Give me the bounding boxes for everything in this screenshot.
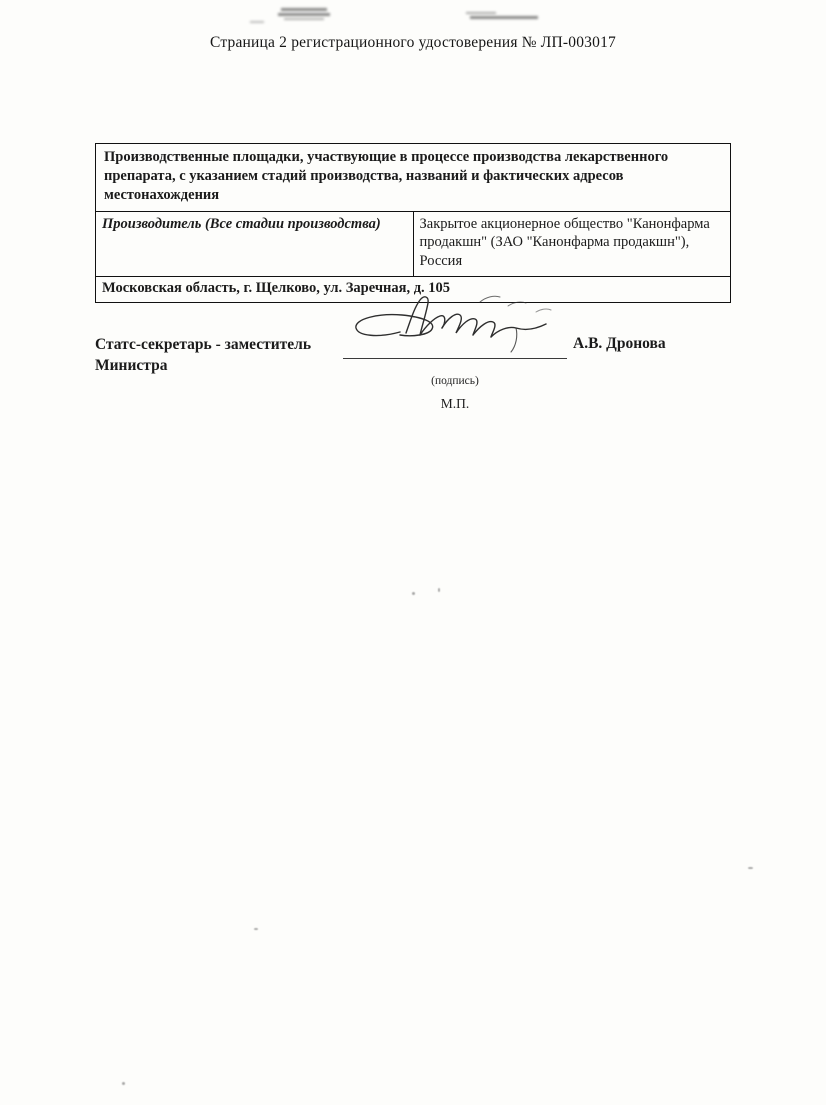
company-value-cell: Закрытое акционерное общество "Канонфарма продакшн" (ЗАО "Канонфарма продакшн"), Россия bbox=[413, 211, 731, 277]
table-header-row bbox=[96, 144, 731, 212]
scan-artifact bbox=[284, 18, 324, 20]
scan-artifact bbox=[466, 12, 496, 14]
scan-speck bbox=[748, 867, 753, 869]
page-title: Страница 2 регистрационного удостоверения № ЛП-003017 bbox=[210, 34, 616, 51]
address-cell: Московская область, г. Щелково, ул. Заречная, д. 105 bbox=[96, 277, 731, 303]
table-row bbox=[96, 211, 731, 277]
signatory-title: Статс-секретарь - заместитель Министра bbox=[95, 336, 312, 374]
signature-image bbox=[340, 288, 570, 360]
signatory-name: А.В. Дронова bbox=[573, 335, 666, 352]
signature-line bbox=[343, 358, 567, 359]
scan-artifact bbox=[278, 13, 330, 16]
scan-speck bbox=[438, 588, 440, 592]
scan-artifact bbox=[281, 8, 327, 11]
scan-speck bbox=[122, 1082, 125, 1085]
manufacturing-sites-table bbox=[95, 143, 731, 303]
stamp-placeholder: М.П. bbox=[440, 396, 470, 411]
scan-artifact bbox=[250, 21, 264, 23]
scan-speck bbox=[254, 928, 258, 930]
signature-caption: (подпись) bbox=[431, 375, 479, 387]
scan-speck bbox=[412, 592, 415, 595]
producer-label-cell: Производитель (Все стадии производства) bbox=[96, 211, 414, 277]
table-header-cell: Производственные площадки, участвующие в процессе производства лекарственного препарата, с указанием стадий производства, названий и фактических адресов местонахождения bbox=[96, 144, 731, 212]
scan-artifact bbox=[470, 16, 538, 19]
